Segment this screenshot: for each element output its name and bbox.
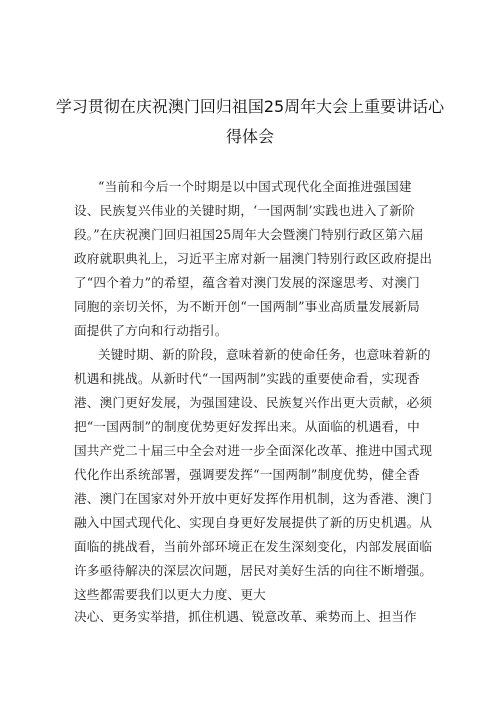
body-line: “当前和今后一个时期是以中国式现代化全面推进强国建 (98, 179, 412, 194)
body-line: 港、澳门更好发展，为强国建设、民族复兴作出更大贡献，必须 (74, 395, 433, 410)
title-line-1: 学习贯彻在庆祝澳门回归祖国25周年大会上重要讲话心 (55, 97, 445, 116)
body-line: 段。”在庆祝澳门回归祖国25周年大会暨澳门特别行政区第六届 (74, 227, 424, 242)
title-line-2: 得体会 (225, 127, 274, 146)
body-line: 政府就职典礼上，习近平主席对新一届澳门特别行政区政府提出 (74, 251, 433, 266)
body-line: 决心、更务实举措，抓住机遇、锐意改革、乘势而上、担当作 (74, 609, 417, 624)
body-line: 融入中国式现代化、实现自身更好发展提供了新的历史机遇。从 (74, 515, 433, 530)
body-line: 许多亟待解决的深层次问题，居民对美好生活的向往不断增强。 (74, 563, 433, 578)
body-line: 设、民族复兴伟业的关键时期，‘一国两制’实践也进入了新阶 (74, 203, 416, 218)
body-line: 把“一国两制”的制度优势更好发挥出来。从面临的机遇看，中 (74, 419, 420, 434)
document-title (0, 92, 500, 152)
body-line: 代化作出系统部署，强调要发挥“一国两制”制度优势，健全香 (74, 467, 420, 482)
body-line: 国共产党二十届三中全会对进一步全面深化改革、推进中国式现 (74, 443, 433, 458)
body-line: 面临的挑战看，当前外部环境正在发生深刻变化，内部发展面临 (74, 539, 433, 554)
body-line: 这些都需要我们以更大力度、更大 (74, 587, 266, 602)
body-line: 机遇和挑战。从新时代“一国两制”实践的重要使命看，实现香 (74, 371, 420, 386)
body-line: 同胞的亲切关怀，为不断开创“一国两制”事业高质量发展新局 (74, 299, 420, 314)
body-line: 关键时期、新的阶段，意味着新的使命任务，也意味着新的 (98, 347, 431, 362)
body-line: 了“四个着力”的希望，蕴含着对澳门发展的深邃思考、对澳门 (74, 275, 420, 290)
body-line: 港、澳门在国家对外开放中更好发挥作用机制，这为香港、澳门 (74, 491, 433, 506)
body-line: 面提供了方向和行动指引。 (74, 323, 228, 338)
